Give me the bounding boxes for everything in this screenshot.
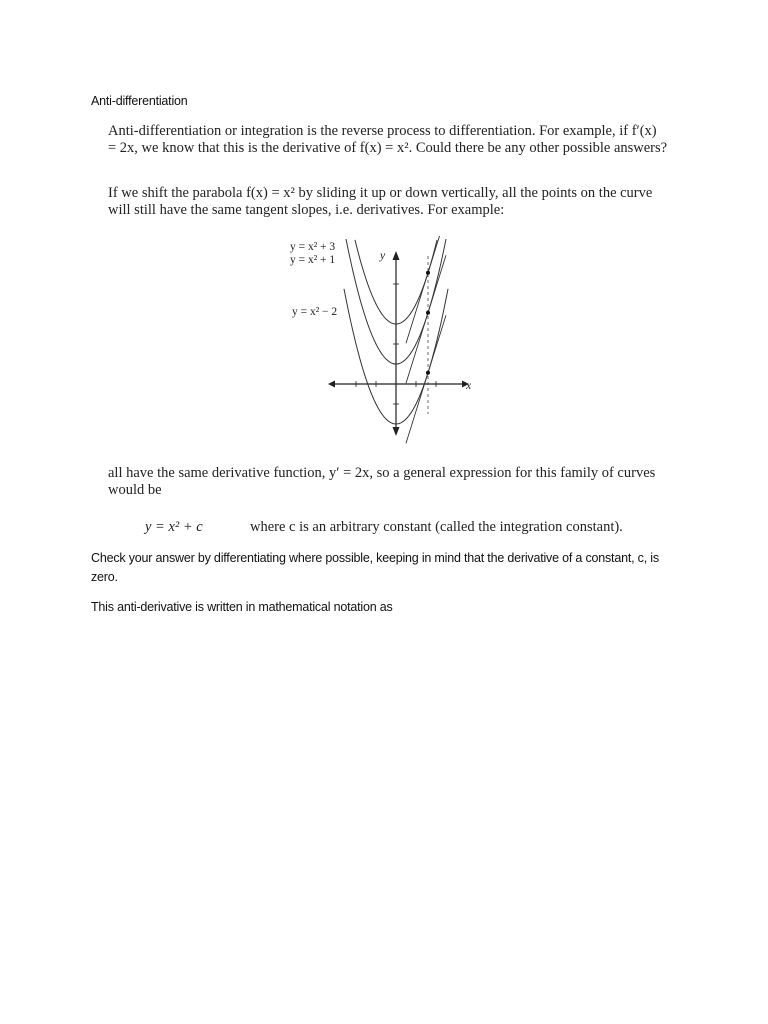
curve-label-minus-2: y = x² − 2 [292, 306, 338, 318]
page-heading: Anti-differentiation [91, 94, 188, 108]
x-axis-arrow-left [328, 381, 335, 388]
curve-label-plus-1: y = x² + 1 [290, 254, 336, 266]
tangent-line-2 [406, 255, 446, 383]
curve-label-plus-3: y = x² + 3 [290, 241, 336, 253]
y-axis-arrow-up [393, 251, 400, 260]
parabola-family-figure [280, 236, 480, 451]
intro-paragraph: Anti-differentiation or integration is the reverse process to differentiation. For example, if f′(x) = 2x, we know that this is the derivative of f(x) = x². Could there be any other possible answers? [108, 123, 668, 156]
equation-description: where c is an arbitrary constant (called the integration constant). [249, 519, 623, 535]
shift-paragraph: If we shift the parabola f(x) = x² by sliding it up or down vertically, all the points on the curve will still have the same tangent slopes, i.e. derivatives. For example: [108, 185, 653, 218]
notation-note: This anti-derivative is written in mathematical notation as [91, 600, 393, 614]
equation-formula: y = x² + c [145, 519, 203, 535]
tangent-line-3 [406, 315, 446, 443]
general-equation [145, 519, 685, 536]
tangent-point-3 [426, 371, 430, 375]
y-axis-label: y [380, 250, 386, 262]
check-note: Check your answer by differentiating where possible, keeping in mind that the derivative of a constant, c, is zero. [91, 551, 659, 584]
y-axis-arrow-down [393, 427, 400, 436]
derivative-paragraph: all have the same derivative function, y′ = 2x, so a general expression for this family of curves would be [108, 465, 656, 498]
x-axis-label: x [466, 380, 472, 392]
tangent-point-2 [426, 311, 430, 315]
parabola-graph [280, 236, 480, 446]
tangent-point-1 [426, 271, 430, 275]
